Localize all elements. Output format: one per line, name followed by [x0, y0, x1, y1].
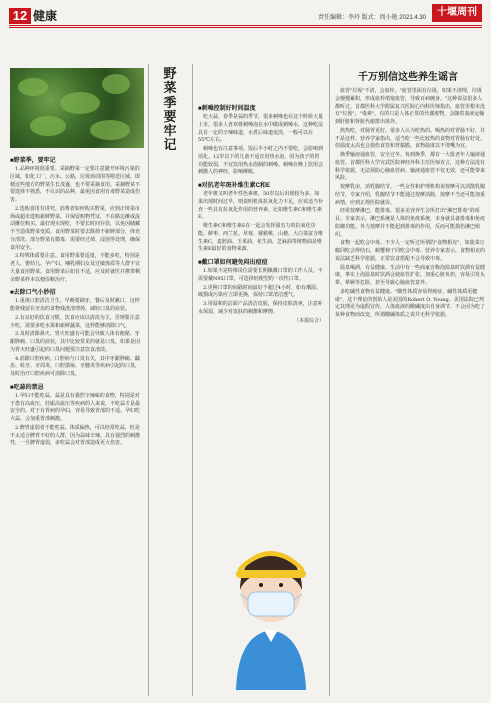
article1-body	[10, 152, 144, 449]
page-header	[0, 0, 491, 24]
s3-paragraph-1: 1.孕妇不能吃蒜。蒜是具有强烈辛辣味的食物，特别是对于患有高血压、妊娠高血压等疾病的人来说，不吃蒜才是最安全的。对于有胃病的孕妇，容易导致胃部的不适。孕妇吃大蒜，会加重胃部刺激。	[10, 392, 141, 422]
s2-paragraph-2: 2.有良好的饮食习惯。饮食应该以清淡为主，否则要注意少吃，需要多吃水果和新鲜蔬菜，这样能够消除口气。	[10, 314, 140, 329]
s2-paragraph-3: 3.及时清除鼻火。胃火旺盛有可能会导致人体有便秘、牙龈肿痛、口臭的症状，其中比较常见的就是口臭。如果是因为胃火旺盛引起的口臭问题要注意饮食清淡。	[10, 331, 141, 353]
article3-body	[335, 88, 485, 321]
s2-heading: ■去除口气小妙招	[10, 290, 56, 297]
column-divider	[148, 64, 149, 696]
article1-title: 野菜季 要牢记	[163, 67, 177, 154]
s4-paragraph-2: 刺嗓也有注意事项。饭后半小时之内不要吃，会影响到消化。12岁以下的儿童不适宜用热水泡，因为孩子的胃功能较弱，不宜饮用热水泡制的刺嗓。刺嗓在晚上饮用会刺激人的神经，影响睡眠。	[198, 146, 324, 176]
s1-heading: ■野菜季，要牢记	[10, 158, 56, 164]
s5-heading: ■对抗老年斑补维生素C和E	[198, 183, 270, 189]
section-title: 健康	[33, 9, 58, 23]
newspaper-logo: 十堰周刊	[432, 4, 482, 22]
a3-paragraph-2: 熬热吃，对肠胃更好。很多人认为吃热的、喝热的对胃肠不好，并不是这样。营养学家指出，适当吃一些比较热的食物对胃肠有好处。但温度太高也会损伤食管和胃黏膜，食物温度以不烫嘴为宜。	[335, 127, 486, 150]
s5-paragraph-1: 老年斑又叫老年性色素斑，50岁以后出现较为多。如果出现时间过早，则说明机体抗氧化力不足，应该适当补充一些具有抗氧化作用的营养素，比如维生素C和维生素E。	[198, 191, 324, 221]
s4-heading: ■刺嗓控制好时间温度	[198, 106, 256, 112]
a3-paragraph-4: 按摩乳房，消乳腺结节。一些女性和护理机构说按摩可以消散乳腺结节，专家介绍，乳腺结节不能通过按摩消除，按摩不当还可能加重病情，应到正规医院就诊。	[335, 184, 486, 206]
article2-byline: （本报综合）	[293, 317, 324, 324]
a3-paragraph-3: 换季输液通血管，安全过冬。每到换季，都有一大批老年人输液通血管。首都医科大学宣武医院神经外科主任医师直言，这种方法没有科学依据，无法预防心脑血管病。输液通血管不仅无效，还可能带来风险。	[335, 152, 486, 182]
masked-child-illustration	[226, 530, 316, 690]
s6-paragraph-1: 1.如果不是特殊岗位需要长期佩戴口罩的工作人员，不需要戴N95口罩，可选择轻便型的一次性口罩。	[198, 268, 323, 282]
a3-paragraph-7: 温泉喝酒，有益健康。生活中有一些商家宣称泡温泉时饮酒有益健康，事实上泡温泉时饮酒会使血管扩张，加重心脏负担，容易引发头晕、晕厥等危险，甚至导致心脑血管意外。	[335, 264, 486, 286]
a3-paragraph-5: 经常按摩淋巴，能排毒。很多美容养生会所打出"淋巴排毒"的项目。专家表示，淋巴系统是人体的免疫系统，本身就具备排毒和免疫防御功能。外力按摩并不能起到排毒的作用，反而可能损伤淋巴组织。	[335, 208, 486, 238]
s1-paragraph-3: 3.特殊体质要注意。食用野菜要适量，不能多吃，特别是老人、婴幼儿、孕产妇、哺乳期妇女及过敏体质等人群不宜大量食用野菜。食用野菜后如有不适，应及时就医并携带剩余野菜样本以便诊断治疗。	[10, 253, 141, 283]
header-rule-2	[9, 27, 482, 28]
s1-paragraph-1: 1.品种环境很重要。采摘野菜一定要注意避开环境污染的区域，如化工厂、污水、公路，垃圾场周围等附近区域，即便这些地方的野菜生长茂盛，也不要采摘食用。采摘野菜不要选择不熟悉、不认识的品种，最免因食用有毒野菜造成伤害。	[10, 166, 141, 203]
s2-paragraph-4: 4.消除口腔疾病。口腔病与口臭有关，其中牙龈肿痛、龋齿、蛀牙、牙周炎、口腔溃疡、牙髓炎等疾病引起的口臭，及时治疗口腔疾病可消除口臭。	[10, 355, 141, 377]
article-vertical-title	[156, 68, 184, 154]
wild-vegetable-photo	[10, 68, 144, 148]
article3-title: 千万别信这些养生谣言	[358, 72, 458, 83]
s5-paragraph-2: 维生素C和维生素E在一起会发挥强有力的抗氧化功能。鲜枣、西兰花、草莓、猕猴桃、山楂、大白菜富含维生素C，麦胚油、玉米油、花生油、芝麻油等植物油是维生素E最好的食物来源。	[198, 223, 324, 253]
s3-heading: ■吃蒜的禁忌	[10, 384, 44, 391]
s4-paragraph-1: 吃大蒜，春季是蒜的季节，很多刺嗓也在这个时候大量上市，很多人喜欢将刺嗓泡在水中做成刺嗓水，这种吃法具有一定的辛辣味道，水煮后味道变淡，一般可以在55℃左右。	[198, 114, 324, 144]
article2-body	[198, 100, 324, 326]
a3-paragraph-6: 食物一起吃会中毒。不少人一定听过所谓的"食物相克"，如菠菜豆腐同吃会得结石，螃蟹柿子同吃会中毒。营养专家表示，食物相克的说法缺乏科学依据，正常饮食搭配不会导致中毒。	[335, 240, 486, 262]
page-number: 12	[9, 8, 31, 24]
a3-paragraph-8: 多吃碱性食物有益健康。"酸性体质容易得癌症，碱性体质更健康"，这个理论的创始人是美国的Robert O. Young。美国法院已判定其理论为虚假宣传。人体血液的酸碱度由自身调节，不会因为吃了某种食物而改变，所谓酸碱体质之说并无科学依据。	[335, 288, 486, 318]
column-divider	[192, 64, 193, 696]
header-rule	[9, 25, 482, 26]
column-divider	[329, 64, 330, 696]
s3-paragraph-2: 2.脾胃虚弱者不能吃蒜。体质偏热，可以经常吃蒜，但是不太适合脾胃不好的人群，因为蒜味辛辣，具有强烈的刺激性，一旦脾胃虚弱，多吃蒜会对胃部造成更大伤害。	[10, 424, 141, 447]
s1-paragraph-2: 2.选购食用有讲究。消费者如何购买野菜，应到正规菜市场或超市选购新鲜野菜，并保留购物凭证，不在路边摊或流动摊位购买。最好现买现吃，不要长时间存放，以免因储藏不当造成野菜变质。食用野菜时要去除掉不新鲜部分，择充分清洗。部分野菜有微毒，需要经过焯、浸泡等处理，确保食用安全。	[10, 205, 141, 251]
s6-heading: ■戴口罩如何避免闷出痘痘	[198, 260, 268, 266]
s6-paragraph-3: 3.用温和的洁面产品清洁皮肤，保持皮肤清爽，注意补水保湿，减少对皮肤的刺激和摩擦。	[198, 301, 323, 315]
editor-meta: 责任编辑：李玲 版式：周小艳 2021.4.30	[317, 15, 426, 21]
a3-paragraph-1: 血管"垃圾"不清，会血栓。"血管里面有垃圾，如果不清理，垃圾会慢慢累积，形成血栓堵塞血管，导致百病缠身。"这种说法很多人都听过。首都医科大学附属复兴医院心内科医师指出，血管里根本没有"垃圾"，"毒素"，有的只是人体正常的代谢废物，会随着血液运输到肝脏和肾脏代谢排出体外。	[335, 88, 486, 125]
s2-paragraph-1: 1.重视口腔清洁卫生。早晚要刷牙，餐后及时漱口，这样能将残留在牙齿的食物残渣清理掉，减轻口臭的症状。	[10, 298, 140, 312]
s6-paragraph-2: 2.更换口罩的间隔时间最好不超过4小时，如有潮湿、破损或污染应立即更换，保持口罩清洁透气。	[198, 284, 321, 299]
